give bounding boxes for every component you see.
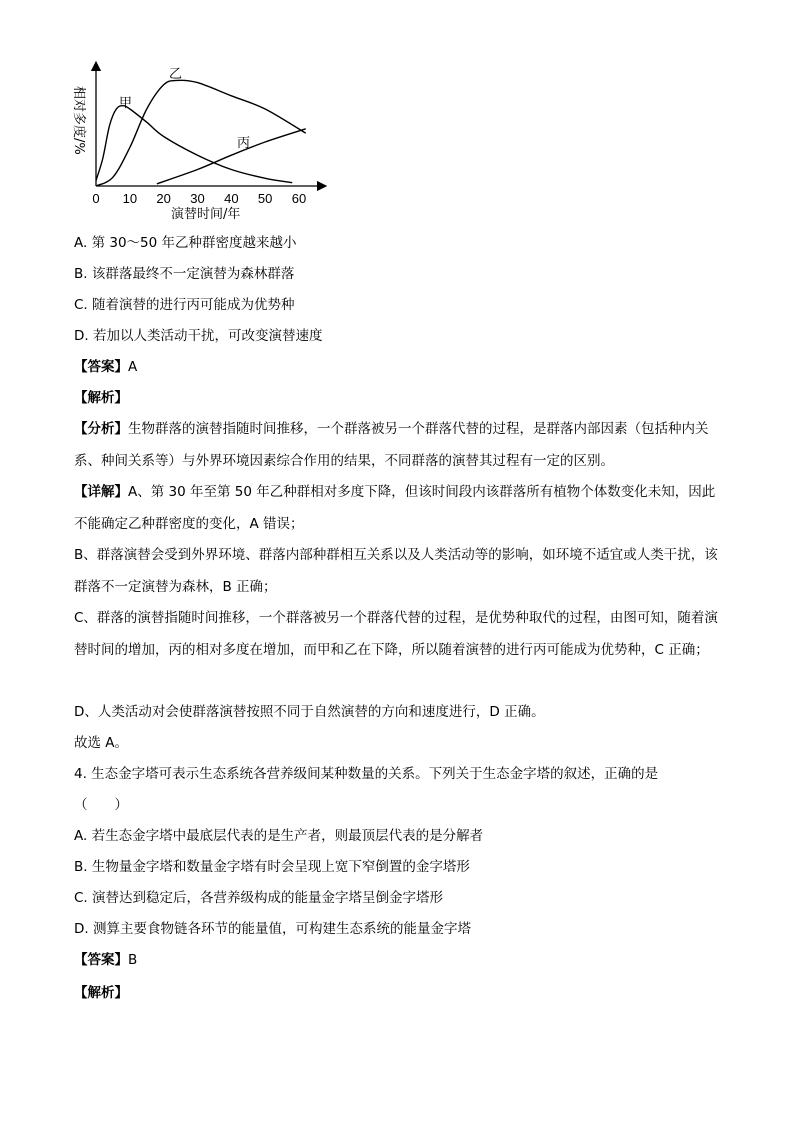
q4-option-d: D. 测算主要食物链各环节的能量值，可构建生态系统的能量金字塔 — [74, 921, 471, 937]
q3-option-b: B. 该群落最终不一定演替为森林群落 — [74, 266, 295, 282]
x-tick-0: 0 — [92, 191, 100, 206]
q4-stem: 4. 生态金字塔可表示生态系统各营养级间某种数量的关系。下列关于生态金字塔的叙述，正确的是 — [74, 766, 659, 782]
y-axis-label: 相对多度/% — [71, 86, 86, 155]
x-tick-40: 40 — [224, 191, 239, 206]
x-tick-10: 10 — [122, 191, 138, 206]
q3-conclusion: 故选 A。 — [74, 735, 129, 751]
xiangjie-tag: 【详解】 — [74, 484, 128, 500]
q3-option-c: C. 随着演替的进行丙可能成为优势种 — [74, 297, 295, 313]
x-tick-50: 50 — [257, 191, 273, 206]
fenxi-text: 生物群落的演替指随时间推移，一个群落被另一个群落代替的过程，是群落内部因素（包括种内关系、种间关系等）与外界环境因素综合作用的结果，不同群落的演替其过程有一定的区别。 — [74, 421, 709, 469]
chart-svg — [66, 58, 328, 228]
q4-answer — [74, 950, 137, 970]
q4-option-a: A. 若生态金字塔中最底层代表的是生产者，则最顶层代表的是分解者 — [74, 828, 484, 844]
q3-xiangjie-d: D、人类活动对会使群落演替按照不同于自然演替的方向和速度进行，D 正确。 — [74, 704, 545, 720]
xiangjie-a-text: A、第 30 年至第 50 年乙种群相对多度下降，但该时间段内该群落所有植物个体数变化未知，因此不能确定乙种群密度的变化，A 错误； — [74, 484, 716, 532]
series-line-bing — [157, 129, 306, 184]
series-label-bing: 丙 — [237, 136, 251, 151]
x-axis-label: 演替时间/年 — [171, 207, 241, 222]
q4-option-c: C. 演替达到稳定后，各营养级构成的能量金字塔呈倒金字塔形 — [74, 890, 444, 906]
q3-xiangjie-c: C、群落的演替指随时间推移，一个群落被另一个群落代替的过程，是优势种取代的过程，由图可知，随着演替时间的增加，丙的相对多度在增加，而甲和乙在下降，所以随着演替的进行丙可能成为优势种，C 正确； — [74, 610, 718, 658]
q3-xiangjie-a — [74, 477, 724, 540]
q3-option-a: A. 第 30～50 年乙种群密度越来越小 — [74, 235, 297, 251]
answer-tag: 【答案】 — [74, 359, 128, 375]
succession-chart — [66, 58, 328, 228]
q3-fenxi — [74, 414, 724, 477]
answer-tag: 【答案】 — [74, 952, 128, 968]
q4-paren: （ ） — [74, 797, 128, 813]
q3-option-d: D. 若加以人类活动干扰，可改变演替速度 — [74, 328, 323, 344]
q3-answer — [74, 357, 137, 377]
q4-option-b: B. 生物量金字塔和数量金字塔有时会呈现上宽下窄倒置的金字塔形 — [74, 859, 470, 875]
x-tick-60: 60 — [291, 191, 307, 206]
q4-analysis-tag: 【解析】 — [74, 985, 128, 1001]
x-tick-labels — [92, 191, 306, 206]
x-tick-20: 20 — [156, 191, 171, 206]
q3-analysis-tag: 【解析】 — [74, 390, 128, 406]
x-tick-30: 30 — [190, 191, 205, 206]
answer-value: B — [128, 952, 138, 968]
q3-xiangjie-b: B、群落演替会受到外界环境、群落内部种群相互关系以及人类活动等的影响，如环境不适宜或人类干扰，该群落不一定演替为森林，B 正确； — [74, 547, 718, 595]
fenxi-tag: 【分析】 — [74, 421, 128, 437]
series-label-jia: 甲 — [119, 96, 133, 111]
series-label-yi: 乙 — [169, 67, 183, 82]
answer-value: A — [128, 359, 138, 375]
